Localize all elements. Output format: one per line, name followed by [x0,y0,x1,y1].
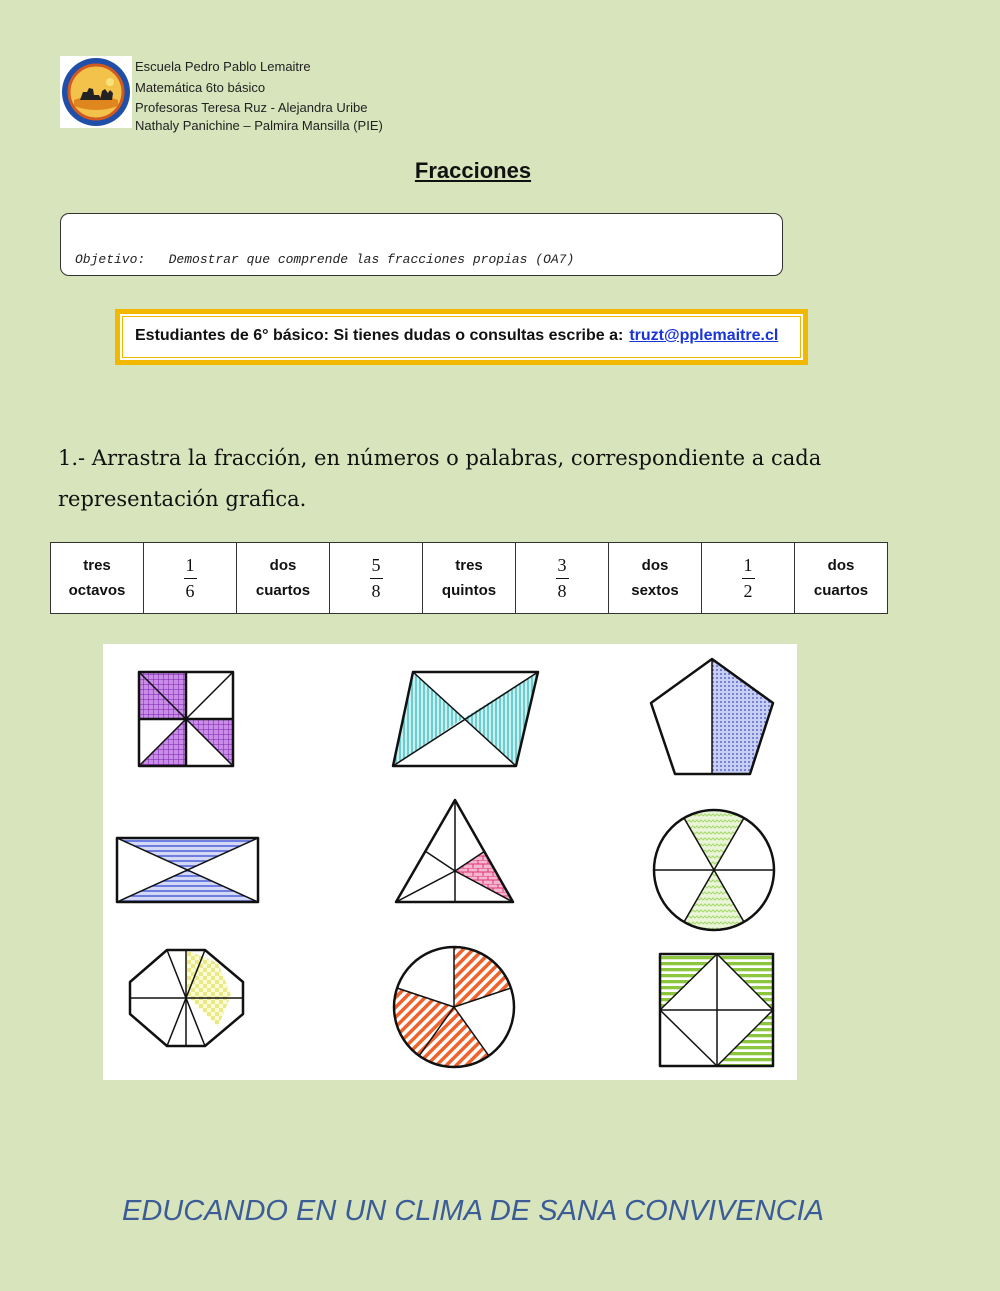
pie-teachers-line: Nathaly Panichine – Palmira Mansilla (PIE) [135,118,383,133]
footer-slogan: EDUCANDO EN UN CLIMA DE SANA CONVIVENCIA [121,1195,825,1227]
answer-tile-dos-cuartos-2[interactable]: dos cuartos [795,543,888,614]
school-logo [60,56,132,128]
school-name: Escuela Pedro Pablo Lemaitre [135,59,311,74]
answer-tile-tres-quintos[interactable]: tres quintos [423,543,516,614]
shape-rectangle-x [117,838,258,902]
answer-tile-dos-cuartos[interactable]: dos cuartos [237,543,330,614]
school-seal-icon [60,56,132,128]
answer-tile-dos-sextos[interactable]: dos sextos [609,543,702,614]
shape-circle-sixths [654,810,774,930]
shape-square-diamonds [660,954,773,1066]
shape-parallelogram [393,672,538,766]
contact-email-link[interactable]: truzt@pplemaitre.cl [629,327,779,344]
answer-tile-1-6[interactable]: $\frac{1}{6}$ [144,543,237,614]
page-title: Fracciones [414,158,532,183]
contact-text: Estudiantes de 6° básico: Si tienes dudas o consultas escribe a: [135,327,624,344]
answer-tile-5-8[interactable]: $\frac{5}{8}$ [330,543,423,614]
answer-tile-3-8[interactable]: $\frac{3}{8}$ [516,543,609,614]
objective-text: Objetivo: Demostrar que comprende las fracciones propias (OA7) [75,252,575,267]
shape-pentagon [651,659,773,774]
answer-tile-1-2[interactable]: $\frac{1}{2}$ [702,543,795,614]
fraction-shapes-panel [103,644,797,1080]
answer-table [50,542,888,614]
contact-box [115,309,808,365]
answer-row [51,543,888,614]
question-line-2: representación grafica. [58,487,307,511]
shape-octagon [130,950,250,1046]
objective-box [60,213,783,276]
question-line-1: 1.- Arrastra la fracción, en números o palabras, correspondiente a cada [58,446,822,470]
shape-circle-fifths [394,947,514,1067]
contact-message [135,327,778,345]
shape-triangle [396,800,513,902]
shape-square-pinwheel [139,672,233,766]
answer-tile-tres-octavos[interactable]: tres octavos [51,543,144,614]
teachers-line: Profesoras Teresa Ruz - Alejandra Uribe [135,100,368,115]
course-name: Matemática 6to básico [135,80,266,95]
